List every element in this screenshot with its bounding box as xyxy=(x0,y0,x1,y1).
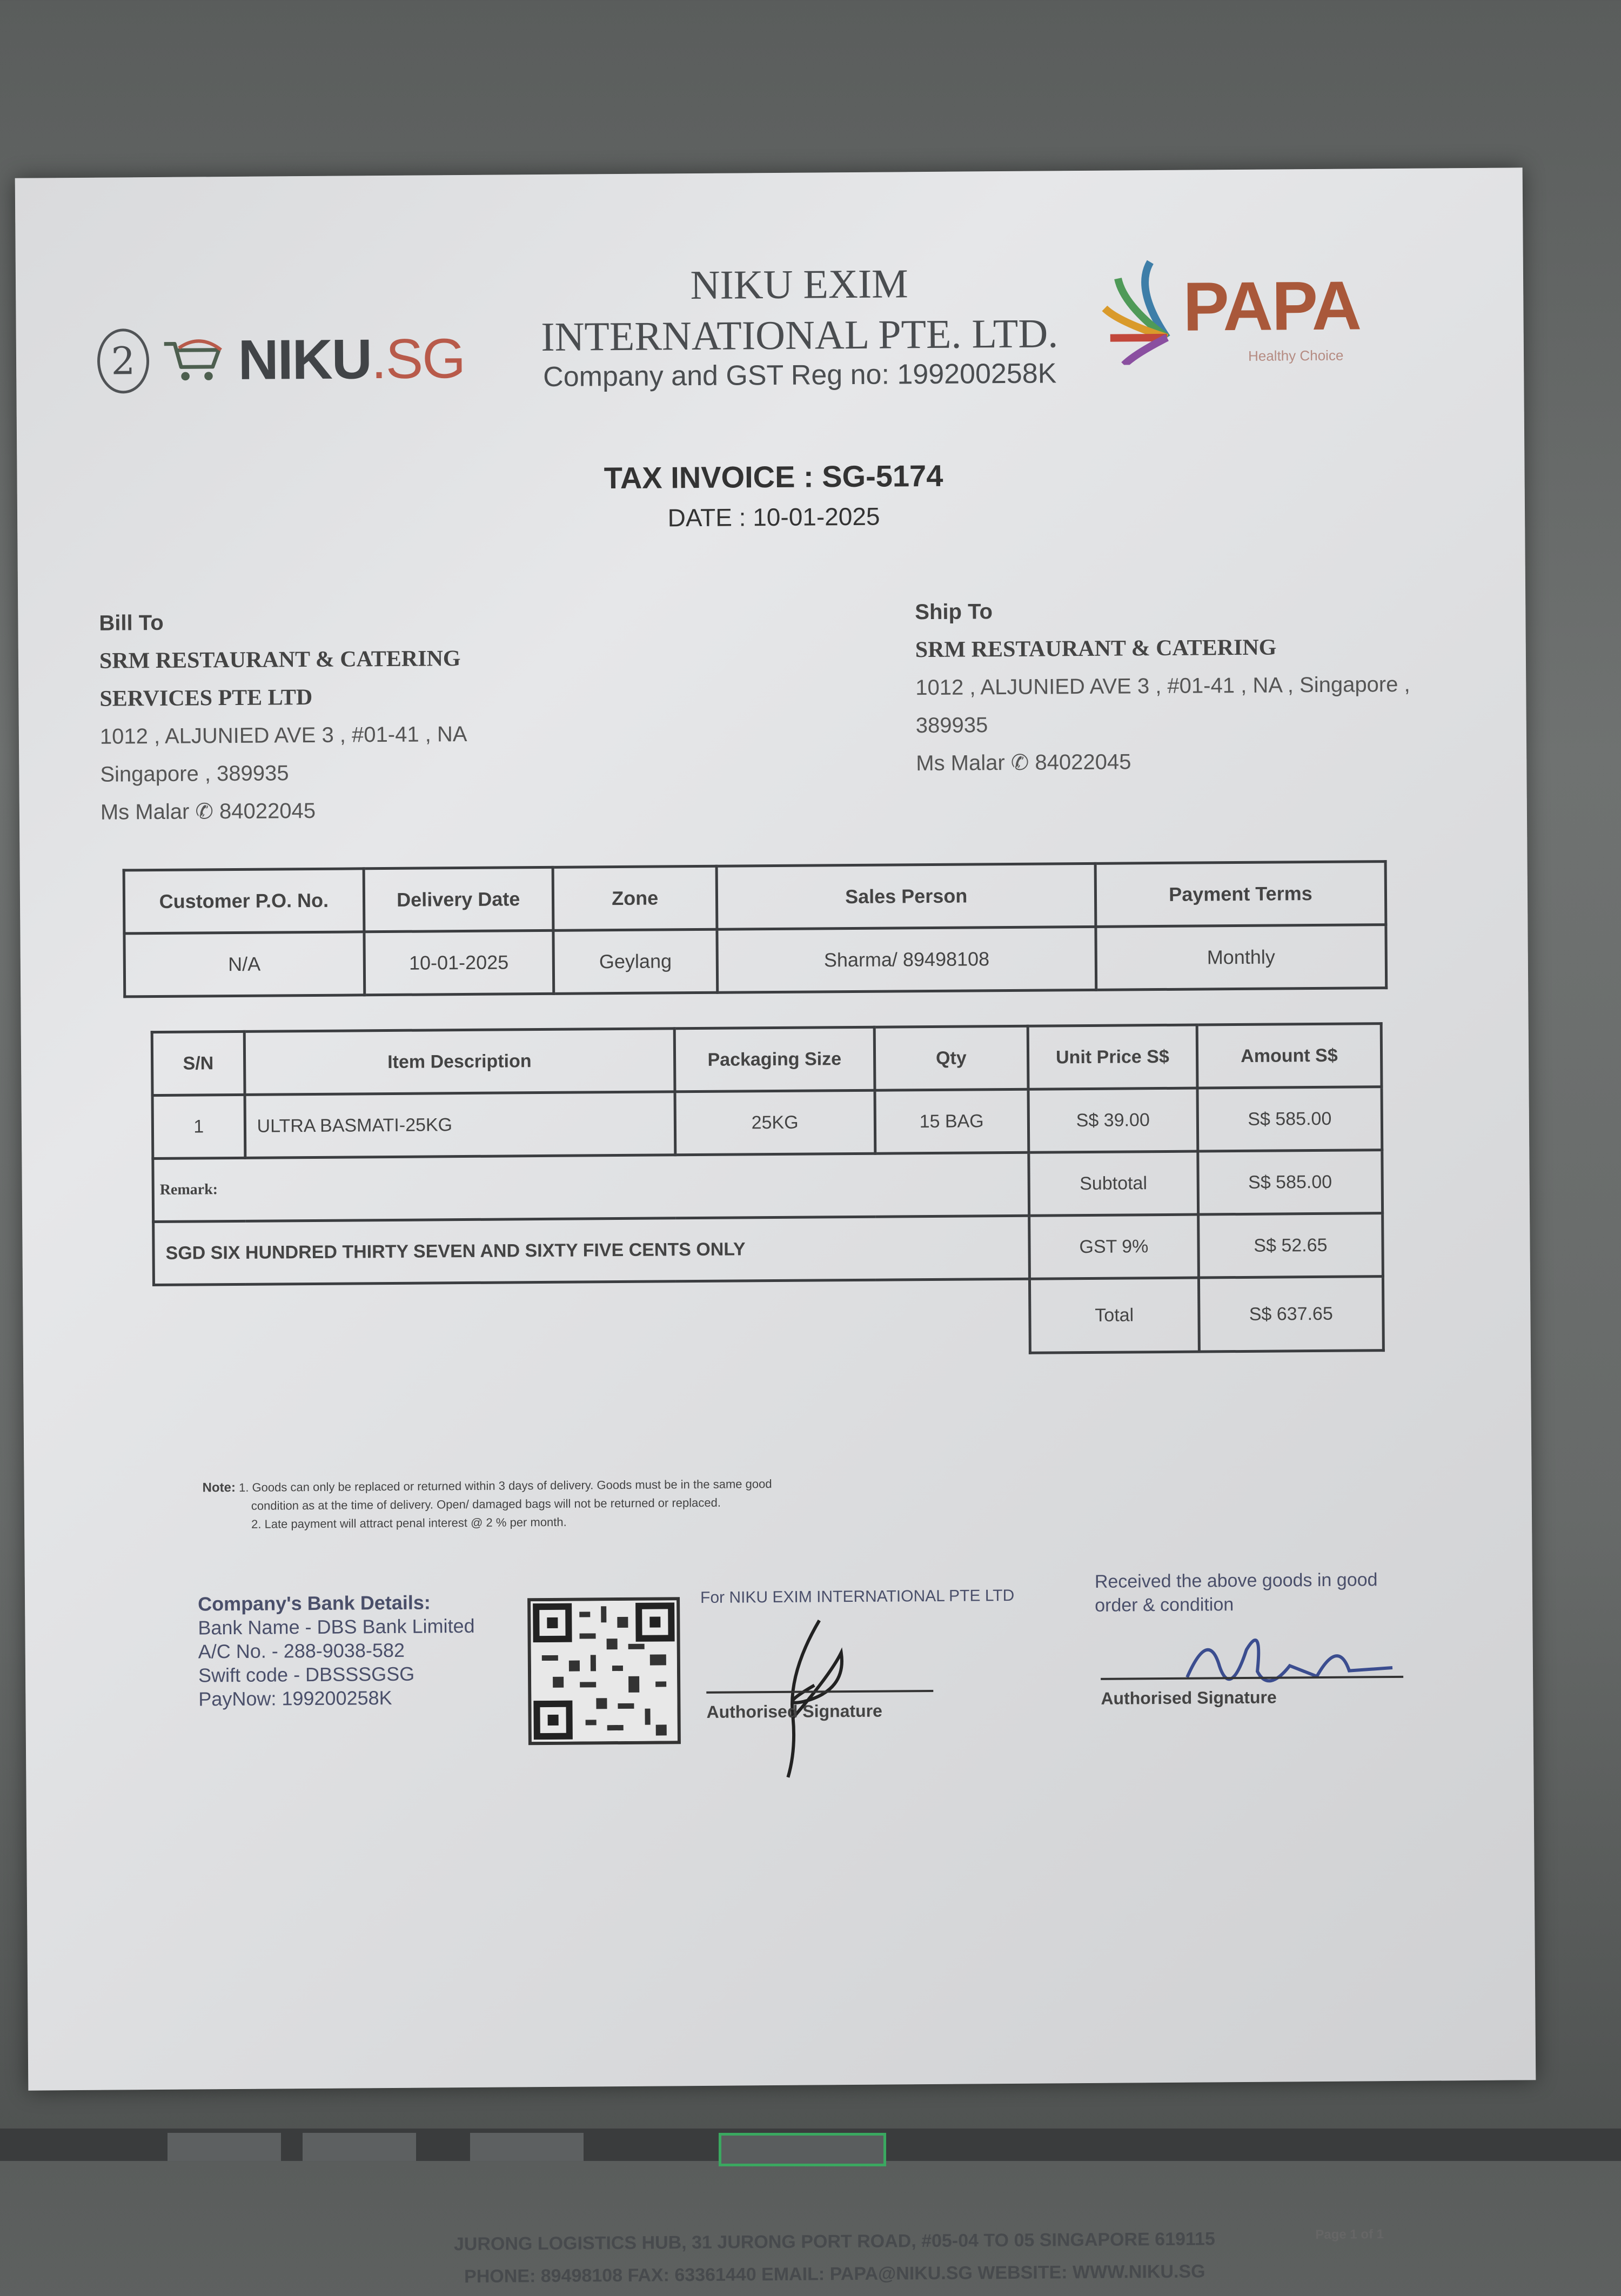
item-qty: 15 BAG xyxy=(875,1089,1029,1153)
papa-logo-text: PAPA xyxy=(1182,267,1361,346)
table-header-cell: Zone xyxy=(553,866,717,930)
received-goods-text: Received the above goods in good order & condition xyxy=(1094,1569,1378,1616)
taskbar-item[interactable] xyxy=(303,2133,416,2161)
order-info-header-row xyxy=(124,862,1386,934)
company-footer xyxy=(375,2222,1294,2293)
papa-leaf-icon xyxy=(1102,257,1194,365)
zone-value: Geylang xyxy=(553,929,718,993)
taskbar-item[interactable] xyxy=(168,2133,281,2161)
ship-to-block xyxy=(915,589,1456,782)
order-info-table xyxy=(123,860,1388,998)
for-company-label: For NIKU EXIM INTERNATIONAL PTE LTD xyxy=(700,1586,1015,1607)
bill-to-block xyxy=(99,601,587,831)
company-reg-number: Company and GST Reg no: 199200258K xyxy=(542,358,1057,393)
delivery-date-value: 10-01-2025 xyxy=(364,930,554,995)
handwritten-circle-mark: 2 xyxy=(97,328,150,394)
total-row xyxy=(153,1277,1383,1359)
bill-to-name-line1: SRM RESTAURANT & CATERING xyxy=(99,646,461,674)
item-description: ULTRA BASMATI-25KG xyxy=(245,1092,675,1158)
ship-to-contact: Ms Malar ✆ 84022045 xyxy=(916,750,1131,776)
signature-scribble-icon xyxy=(754,1609,863,1783)
notes-label: Note: xyxy=(202,1480,236,1495)
ship-to-heading: Ship To xyxy=(915,600,993,625)
table-header-cell: Customer P.O. No. xyxy=(124,869,364,934)
table-header-cell: Amount S$ xyxy=(1197,1024,1382,1088)
subtotal-label: Subtotal xyxy=(1029,1151,1198,1216)
total-value: S$ 637.65 xyxy=(1198,1277,1383,1352)
total-label: Total xyxy=(1029,1278,1199,1353)
item-amount: S$ 585.00 xyxy=(1197,1087,1382,1151)
note-line1-cont: condition as at the time of delivery. Open/ damaged bags will not be returned or replaced. xyxy=(251,1495,721,1513)
note-line1: 1. Goods can only be replaced or returned within 3 days of delivery. Goods must be in the same good xyxy=(238,1477,772,1494)
ship-to-address-line2: 389935 xyxy=(915,713,988,738)
table-header-cell: Payment Terms xyxy=(1095,862,1386,927)
ship-to-name: SRM RESTAURANT & CATERING xyxy=(915,635,1277,663)
footer-contact: PHONE: 89498108 FAX: 63361440 EMAIL: PAPA@NIKU.SG WEBSITE: WWW.NIKU.SG xyxy=(464,2261,1205,2287)
authorised-signature-label: Authorised Signature xyxy=(706,1701,883,1722)
bill-to-contact: Ms Malar ✆ 84022045 xyxy=(100,798,316,824)
subtotal-row xyxy=(153,1150,1383,1222)
qr-code-icon xyxy=(527,1597,681,1745)
item-packaging: 25KG xyxy=(675,1090,875,1155)
table-header-cell: Sales Person xyxy=(717,863,1096,929)
shopping-cart-icon xyxy=(162,331,225,391)
taskbar xyxy=(0,2129,1621,2161)
table-header-cell: S/N xyxy=(152,1031,244,1095)
bill-to-heading: Bill To xyxy=(99,610,164,635)
subtotal-value: S$ 585.00 xyxy=(1198,1150,1383,1214)
remark-label: Remark: xyxy=(153,1152,1029,1221)
note-line2: 2. Late payment will attract penal interest @ 2 % per month. xyxy=(251,1515,567,1531)
invoice-title: TAX INVOICE : SG-5174 xyxy=(604,458,943,495)
bank-swift: Swift code - DBSSSGSG xyxy=(198,1662,415,1687)
item-sn: 1 xyxy=(152,1095,245,1158)
bank-name: Bank Name - DBS Bank Limited xyxy=(198,1614,475,1639)
taskbar-item[interactable] xyxy=(470,2133,584,2161)
company-name-line1: NIKU EXIM xyxy=(690,261,908,308)
bank-details xyxy=(198,1590,523,1711)
niku-logo-suffix: .SG xyxy=(371,327,465,391)
page-number: Page 1 of 1 xyxy=(1315,2227,1384,2243)
amount-in-words: SGD SIX HUNDRED THIRTY SEVEN AND SIXTY FIVE CENTS ONLY xyxy=(153,1216,1030,1285)
papa-logo xyxy=(1102,244,1405,387)
customer-po-value: N/A xyxy=(124,932,364,997)
taskbar-item-active[interactable] xyxy=(719,2133,886,2166)
bank-details-heading: Company's Bank Details: xyxy=(197,1591,431,1615)
niku-logo xyxy=(97,305,465,415)
invoice-date: DATE : 10-01-2025 xyxy=(667,502,880,532)
items-table xyxy=(151,1022,1385,1360)
notes-spacer xyxy=(153,1279,1030,1359)
notes-block xyxy=(202,1473,1013,1534)
bill-to-name-line2: SERVICES PTE LTD xyxy=(99,684,313,711)
table-header-cell: Unit Price S$ xyxy=(1028,1025,1197,1089)
gst-row xyxy=(153,1213,1383,1285)
table-header-cell: Delivery Date xyxy=(364,867,553,931)
payment-terms-value: Monthly xyxy=(1096,925,1386,990)
table-header-cell: Packaging Size xyxy=(674,1027,874,1092)
bank-account: A/C No. - 288-9038-582 xyxy=(198,1639,405,1663)
gst-value: S$ 52.65 xyxy=(1198,1213,1383,1278)
table-header-cell: Qty xyxy=(874,1026,1028,1090)
items-header-row xyxy=(152,1024,1382,1096)
company-name xyxy=(502,257,1097,363)
niku-logo-text xyxy=(238,326,465,392)
bank-paynow: PayNow: 199200258K xyxy=(198,1686,392,1710)
item-unit-price: S$ 39.00 xyxy=(1028,1088,1198,1152)
bill-to-address-line1: 1012 , ALJUNIED AVE 3 , #01-41 , NA xyxy=(99,722,467,749)
niku-logo-word: NIKU xyxy=(238,327,372,392)
papa-logo-tagline: Healthy Choice xyxy=(1248,347,1344,364)
table-header-cell: Item Description xyxy=(244,1029,675,1095)
order-info-value-row xyxy=(124,925,1386,997)
bill-to-address-line2: Singapore , 389935 xyxy=(100,761,289,787)
company-name-line2: INTERNATIONAL PTE. LTD. xyxy=(540,311,1059,360)
table-row xyxy=(152,1087,1382,1159)
footer-address: JURONG LOGISTICS HUB, 31 JURONG PORT ROAD, #05-04 TO 05 SINGAPORE 619115 xyxy=(453,2228,1215,2255)
gst-label: GST 9% xyxy=(1029,1214,1199,1279)
invoice-paper xyxy=(15,167,1536,2287)
authorised-signature-label: Authorised Signature xyxy=(1101,1687,1277,1708)
sales-person-value: Sharma/ 89498108 xyxy=(717,927,1096,992)
ship-to-address-line1: 1012 , ALJUNIED AVE 3 , #01-41 , NA , Singapore , xyxy=(915,672,1410,700)
